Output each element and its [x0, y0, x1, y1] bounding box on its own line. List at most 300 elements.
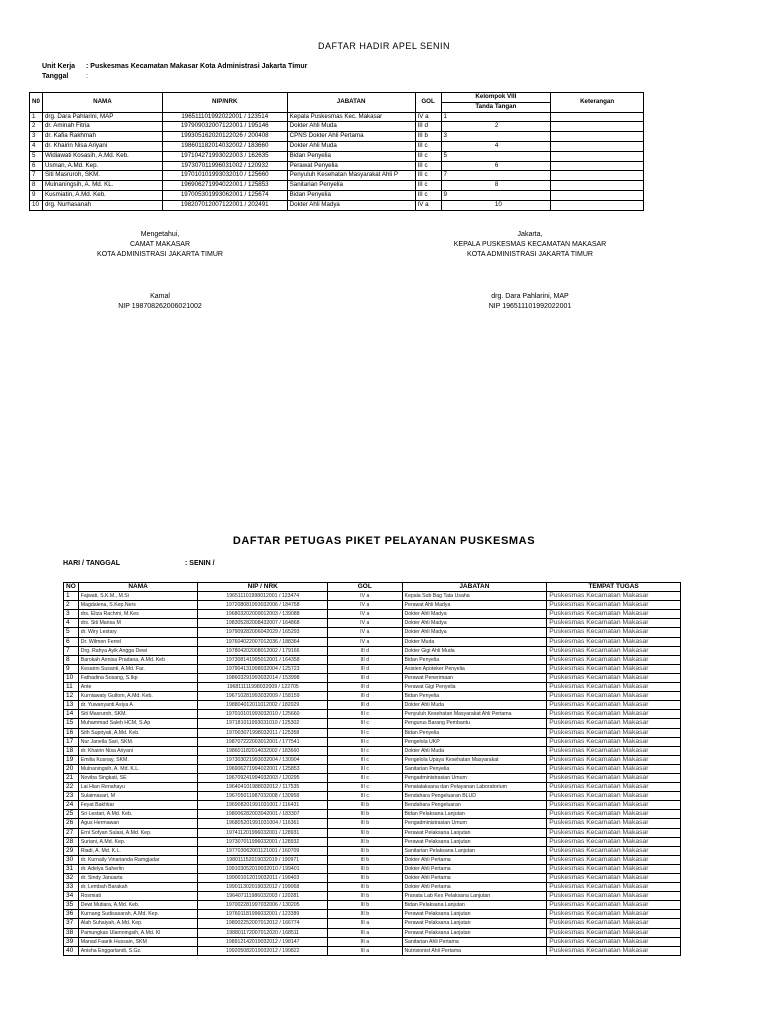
date-label: Tanggal — [42, 73, 69, 80]
roster-grade: III b — [328, 883, 403, 892]
roster-nip: 197307011996032001 / 128932 — [198, 837, 328, 846]
duty-roster-table-wrap — [63, 582, 681, 1024]
sig-right-line1: Jakarta, — [517, 231, 543, 238]
row-grade: III c — [415, 171, 441, 181]
attendance-row — [30, 181, 644, 191]
roster-place: Puskesmas Kecamatan Makasar — [547, 692, 681, 701]
roster-row — [64, 846, 681, 855]
roster-no: 18 — [64, 746, 79, 755]
row-notes — [551, 141, 644, 151]
roster-no: 8 — [64, 655, 79, 664]
row-signature-odd — [441, 181, 493, 191]
roster-grade: III b — [328, 819, 403, 828]
work-unit-label: Unit Kerja — [42, 63, 76, 70]
roster-place: Puskesmas Kecamatan Makasar — [547, 764, 681, 773]
row-name: Usman, A.Md. Kep. — [42, 161, 162, 171]
roster-nip: 198006282003042001 / 183307 — [198, 810, 328, 819]
roster-place: Puskesmas Kecamatan Makasar — [547, 846, 681, 855]
roster-nip: 197804202008012002 / 179166 — [198, 646, 328, 655]
roster-position: Pengelola UKP — [402, 737, 547, 746]
attendance-row — [30, 141, 644, 151]
roster-grade: III b — [328, 810, 403, 819]
row-notes — [551, 190, 644, 200]
row-grade: III c — [415, 181, 441, 191]
sig-right-name: drg. Dara Pahlarini, MAP — [491, 293, 569, 300]
roster-no: 5 — [64, 628, 79, 637]
roster-position: Sanitarian Penyelia — [402, 764, 547, 773]
roster-place: Puskesmas Kecamatan Makasar — [547, 628, 681, 637]
row-signature-even: 10 — [493, 200, 551, 210]
roster-nip: 197703062001121001 / 160709 — [198, 846, 328, 855]
sig-left-line2: CAMAT MAKASAR — [129, 241, 191, 248]
roster-position: Asisten Apoteker Penyelia — [402, 664, 547, 673]
roster-grade: III a — [328, 928, 403, 937]
roster-nip: 197411201996032001 / 128931 — [198, 828, 328, 837]
col-header-group: Kelompok VIII — [441, 93, 551, 103]
roster-row — [64, 819, 681, 828]
roster-no: 15 — [64, 719, 79, 728]
roster-grade: III b — [328, 864, 403, 873]
roster-position: Pranata Lab Kes Pelaksana Lanjutan — [402, 892, 547, 901]
roster-no: 27 — [64, 828, 79, 837]
roster-position: Dokter Muda — [402, 637, 547, 646]
roster-position: Dokter Ahli Muda — [402, 746, 547, 755]
roster-name: Rosmiati — [78, 892, 198, 901]
roster-row — [64, 746, 681, 755]
roster-place: Puskesmas Kecamatan Makasar — [547, 819, 681, 828]
roster-no: 37 — [64, 919, 79, 928]
roster-no: 23 — [64, 792, 79, 801]
row-name: Kusmiatin, A.Md. Keb. — [42, 190, 162, 200]
roster-name: dr. Kurnaily Vinarianda Ramgjadar — [78, 855, 198, 864]
roster-no: 32 — [64, 874, 79, 883]
roster-row — [64, 692, 681, 701]
row-position: Dokter Ahli Muda — [287, 122, 415, 132]
roster-position: Bendahara Pengeluaran BLUD — [402, 792, 547, 801]
roster-row — [64, 792, 681, 801]
roster-no: 36 — [64, 910, 79, 919]
roster-nip: 198603291993032014 / 153998 — [198, 673, 328, 682]
roster-place: Puskesmas Kecamatan Makasar — [547, 901, 681, 910]
roster-position: Dokter Ahli Muda — [402, 701, 547, 710]
roster-position: Perawat Pelaksana Lanjutan — [402, 928, 547, 937]
roster-position: Perawat Pelaksana Lanjutan — [402, 910, 547, 919]
row-nip: 197909032007122001 / 195146 — [162, 122, 287, 132]
roster-grade: III d — [328, 683, 403, 692]
roster-place: Puskesmas Kecamatan Makasar — [547, 855, 681, 864]
roster-position: Pengadministrasian Umum — [402, 819, 547, 828]
row-position: Dokter Ahli Madya — [287, 200, 415, 210]
row-grade: III d — [415, 122, 441, 132]
roster-name: Sith Supriyati, A.Md. Keb. — [78, 728, 198, 737]
attendance-row — [30, 132, 644, 142]
roster-place: Puskesmas Kecamatan Makasar — [547, 928, 681, 937]
roster-nip: 198601182014032002 / 183660 — [198, 746, 328, 755]
roster-name: Fajwati, S.K.M., M.Si — [78, 592, 198, 601]
roster-place: Puskesmas Kecamatan Makasar — [547, 746, 681, 755]
row-no: 3 — [30, 132, 43, 142]
roster-row — [64, 946, 681, 955]
row-name: drg. Dara Pahlarini, MAP — [42, 112, 162, 122]
roster-name: Emilia Kusnay, SKM. — [78, 755, 198, 764]
roster-position: Pengelola Upaya Kesehatan Masyarakat — [402, 755, 547, 764]
roster-no: 25 — [64, 810, 79, 819]
row-position: Perawat Penyelia — [287, 161, 415, 171]
roster-row — [64, 610, 681, 619]
roster-name: Kurniawaty Gultom, A.Md. Keb. — [78, 692, 198, 701]
roster-place: Puskesmas Kecamatan Makasar — [547, 728, 681, 737]
roster-name: dr. Adelya Saherlin — [78, 864, 198, 873]
row-grade: III c — [415, 141, 441, 151]
col-header-signature: Tanda Tangan — [441, 102, 551, 112]
row-signature-odd: 9 — [441, 190, 493, 200]
roster-place: Puskesmas Kecamatan Makasar — [547, 619, 681, 628]
roster-no: 13 — [64, 701, 79, 710]
day-value: : SENIN / — [185, 560, 215, 567]
row-name: dr. Khairin Nisa Ariyani — [42, 141, 162, 151]
roster-grade: III b — [328, 855, 403, 864]
roster-row — [64, 874, 681, 883]
row-signature-even: 4 — [493, 141, 551, 151]
roster-nip: 196803202009012003 / 139088 — [198, 610, 328, 619]
roster-row — [64, 883, 681, 892]
roster-nip: 196908201991031001 / 116431 — [198, 801, 328, 810]
roster-position: Perawat Pelaksana Lanjutan — [402, 828, 547, 837]
roster-place: Puskesmas Kecamatan Makasar — [547, 837, 681, 846]
roster-name: Kurnang Sudisasarah, A.Md. Kep. — [78, 910, 198, 919]
row-no: 10 — [30, 200, 43, 210]
roster-grade: III b — [328, 901, 403, 910]
roster-place: Puskesmas Kecamatan Makasar — [547, 792, 681, 801]
row-grade: III c — [415, 161, 441, 171]
roster-grade: III c — [328, 773, 403, 782]
roster-place: Puskesmas Kecamatan Makasar — [547, 783, 681, 792]
roster-place: Puskesmas Kecamatan Makasar — [547, 828, 681, 837]
row-signature-odd: 7 — [441, 171, 493, 181]
row-no: 9 — [30, 190, 43, 200]
sig-right-line3: KOTA ADMINISTRASI JAKARTA TIMUR — [467, 251, 593, 258]
row-name: dr. Aminah Fitria — [42, 122, 162, 132]
roster-no: 26 — [64, 819, 79, 828]
roster-name: Erni Sofyan Sulasi, A.Md. Kep. — [78, 828, 198, 837]
roster-no: 29 — [64, 846, 79, 855]
roster-nip: 198804012011012002 / 182029 — [198, 701, 328, 710]
roster-row — [64, 801, 681, 810]
roster-nip: 196906271994022001 / 125853 — [198, 764, 328, 773]
row-nip: 196906271994022001 / 125853 — [162, 181, 287, 191]
day-line — [63, 560, 215, 567]
roster-name: Dr. Wilmen Ferrel — [78, 637, 198, 646]
roster-row — [64, 637, 681, 646]
row-signature-even — [493, 151, 551, 161]
row-position: Kepala Puskesmas Kec. Makasar — [287, 112, 415, 122]
roster-position: Dokter Ahli Pertama — [402, 883, 547, 892]
roster-row — [64, 701, 681, 710]
sig-left-nip: NIP 198708262006021002 — [118, 303, 202, 310]
signature-right-name-block — [420, 292, 640, 312]
roster-row — [64, 855, 681, 864]
roster-name: Fathadina Sosang, S.Ikp — [78, 673, 198, 682]
roster-grade: III a — [328, 919, 403, 928]
roster-name: dr. Lembah Barakah — [78, 883, 198, 892]
row-nip: 196511101992022001 / 123514 — [162, 112, 287, 122]
row-grade: III b — [415, 132, 441, 142]
attendance-row — [30, 190, 644, 200]
attendance-row — [30, 171, 644, 181]
row-nip: 197307011996031002 / 120932 — [162, 161, 287, 171]
roster-grade: IV a — [328, 619, 403, 628]
roster-position: Perawat Gigi Penyelia — [402, 683, 547, 692]
roster-no: 9 — [64, 664, 79, 673]
work-unit-line — [42, 63, 307, 70]
roster-name: Nur Janella Sari, SKM. — [78, 737, 198, 746]
roster-name: Kesarini Susanti, A.Md. Far. — [78, 664, 198, 673]
row-no: 5 — [30, 151, 43, 161]
roster-place: Puskesmas Kecamatan Makasar — [547, 664, 681, 673]
roster-no: 40 — [64, 946, 79, 955]
roster-position: Bidan Penyelia — [402, 728, 547, 737]
col-header-no: N0 — [30, 93, 43, 113]
row-nip: 198207012007122001 / 202491 — [162, 200, 287, 210]
roster-name: dr. Sindy Januarta — [78, 874, 198, 883]
attendance-row — [30, 161, 644, 171]
roster-row — [64, 728, 681, 737]
row-name: Siti Masruroh, SKM. — [42, 171, 162, 181]
roster-row — [64, 773, 681, 782]
row-signature-odd — [441, 122, 493, 132]
roster-no: 39 — [64, 937, 79, 946]
roster-nip: 197303021993032004 / 130904 — [198, 755, 328, 764]
roster-grade: IV a — [328, 637, 403, 646]
roster-row — [64, 864, 681, 873]
roster-position: Bidan Pelaksana Lanjutan — [402, 901, 547, 910]
roster-position: Perawat Ahli Madya — [402, 601, 547, 610]
roster-no: 30 — [64, 855, 79, 864]
roster-grade: III b — [328, 910, 403, 919]
roster-place: Puskesmas Kecamatan Makasar — [547, 683, 681, 692]
roster-position: Penyuluh Kesehatan Masyarakat Ahli Pertama — [402, 710, 547, 719]
roster-place: Puskesmas Kecamatan Makasar — [547, 946, 681, 955]
duty-roster-table — [63, 582, 681, 956]
roster-name: Barokah Annisa Pradana, A.Md. Keb — [78, 655, 198, 664]
row-no: 8 — [30, 181, 43, 191]
row-nip: 199305162020122026 / 200408 — [162, 132, 287, 142]
row-nip: 197104271993022003 / 162635 — [162, 151, 287, 161]
row-no: 4 — [30, 141, 43, 151]
roster-row — [64, 901, 681, 910]
roster-no: 35 — [64, 901, 79, 910]
row-name: drg. Nurhasanah — [42, 200, 162, 210]
roster-nip: 197909282006042029 / 165293 — [198, 628, 328, 637]
t2-header-position: JABATAN — [402, 583, 547, 592]
roster-no: 10 — [64, 673, 79, 682]
roster-name: drs. Siti Marisa M — [78, 619, 198, 628]
roster-grade: III d — [328, 646, 403, 655]
roster-row — [64, 710, 681, 719]
roster-row — [64, 601, 681, 610]
col-header-position: JABATAN — [287, 93, 415, 113]
roster-position: Dokter Ahli Pertama — [402, 864, 547, 873]
roster-place: Puskesmas Kecamatan Makasar — [547, 773, 681, 782]
roster-grade: III b — [328, 801, 403, 810]
roster-no: 28 — [64, 837, 79, 846]
row-signature-odd — [441, 200, 493, 210]
roster-nip: 196709241994032003 / 120295 — [198, 773, 328, 782]
roster-place: Puskesmas Kecamatan Makasar — [547, 701, 681, 710]
roster-no: 14 — [64, 710, 79, 719]
roster-nip: 198002252007012012 / 166774 — [198, 919, 328, 928]
roster-no: 11 — [64, 683, 79, 692]
roster-row — [64, 628, 681, 637]
roster-name: Noviba Singkati, SE — [78, 773, 198, 782]
roster-grade: III b — [328, 892, 403, 901]
row-signature-odd: 5 — [441, 151, 493, 161]
row-name: Widiawati Kosasih, A.Md. Keb. — [42, 151, 162, 161]
row-signature-even — [493, 190, 551, 200]
roster-nip: 199011302019032012 / 199068 — [198, 883, 328, 892]
roster-nip: 198707222003012001 / 177541 — [198, 737, 328, 746]
roster-no: 12 — [64, 692, 79, 701]
roster-place: Puskesmas Kecamatan Makasar — [547, 673, 681, 682]
roster-row — [64, 764, 681, 773]
day-label: HARI / TANGGAL — [63, 560, 121, 567]
sig-left-line1: Mengetahui, — [140, 231, 180, 238]
row-notes — [551, 161, 644, 171]
roster-name: Mulnaningsih, A. Md. K.L. — [78, 764, 198, 773]
roster-place: Puskesmas Kecamatan Makasar — [547, 592, 681, 601]
row-no: 1 — [30, 112, 43, 122]
roster-position: Sanitarian Pelaksana Lanjutan — [402, 846, 547, 855]
row-position: Bidan Penyelia — [287, 190, 415, 200]
roster-nip: 196511101998012001 / 123474 — [198, 592, 328, 601]
signature-left-name-block — [60, 292, 260, 312]
roster-grade: III a — [328, 946, 403, 955]
duty-roster-title: DAFTAR PETUGAS PIKET PELAYANAN PUSKESMAS — [232, 535, 536, 547]
row-nip: 198601182014032002 / 183660 — [162, 141, 287, 151]
roster-row — [64, 673, 681, 682]
roster-row — [64, 664, 681, 673]
roster-grade: IV a — [328, 601, 403, 610]
attendance-row — [30, 112, 644, 122]
roster-row — [64, 783, 681, 792]
roster-grade: III c — [328, 783, 403, 792]
attendance-row — [30, 122, 644, 132]
roster-grade: III c — [328, 710, 403, 719]
roster-place: Puskesmas Kecamatan Makasar — [547, 646, 681, 655]
roster-position: Dokter Gigi Ahli Muda — [402, 646, 547, 655]
roster-name: dr. Wiry Lestary — [78, 628, 198, 637]
roster-name: Drg. Rahya Ayik Angga Dewi — [78, 646, 198, 655]
roster-row — [64, 755, 681, 764]
sig-left-line3: KOTA ADMINISTRASI JAKARTA TIMUR — [97, 251, 223, 258]
t2-header-no: NO — [64, 583, 79, 592]
roster-no: 22 — [64, 783, 79, 792]
row-signature-even — [493, 132, 551, 142]
roster-name: Agus Hermawan — [78, 819, 198, 828]
row-no: 6 — [30, 161, 43, 171]
roster-nip: 199103052019032010 / 199401 — [198, 864, 328, 873]
row-signature-even — [493, 112, 551, 122]
roster-nip: 196407111986032003 / 120281 — [198, 892, 328, 901]
roster-nip: 197604022007012036 / 188364 — [198, 637, 328, 646]
roster-position: Dokter Ahli Madya — [402, 610, 547, 619]
roster-name: Feyat Bakhtiar — [78, 801, 198, 810]
roster-grade: IV a — [328, 610, 403, 619]
roster-place: Puskesmas Kecamatan Makasar — [547, 910, 681, 919]
roster-no: 4 — [64, 619, 79, 628]
col-header-nip: NIP/NRK — [162, 93, 287, 113]
row-signature-odd — [441, 161, 493, 171]
roster-place: Puskesmas Kecamatan Makasar — [547, 655, 681, 664]
row-position: Dokter Ahli Muda — [287, 141, 415, 151]
attendance-row — [30, 151, 644, 161]
roster-nip: 197308141995012001 / 164358 — [198, 655, 328, 664]
roster-nip: 198011152019032019 / 190971 — [198, 855, 328, 864]
roster-position: Dokter Ahli Pertama — [402, 855, 547, 864]
roster-place: Puskesmas Kecamatan Makasar — [547, 610, 681, 619]
roster-grade: III d — [328, 701, 403, 710]
roster-name: Dewi Mutiara, A.Md. Keb. — [78, 901, 198, 910]
row-notes — [551, 200, 644, 210]
roster-nip: 199205082019032012 / 199822 — [198, 946, 328, 955]
roster-row — [64, 810, 681, 819]
roster-nip: 196404101988032012 / 117535 — [198, 783, 328, 792]
roster-place: Puskesmas Kecamatan Makasar — [547, 637, 681, 646]
roster-no: 21 — [64, 773, 79, 782]
row-signature-odd — [441, 141, 493, 151]
roster-place: Puskesmas Kecamatan Makasar — [547, 810, 681, 819]
roster-grade: III d — [328, 664, 403, 673]
roster-row — [64, 646, 681, 655]
roster-grade: III c — [328, 719, 403, 728]
roster-nip: 196710281993032009 / 158159 — [198, 692, 328, 701]
roster-nip: 197002281997032006 / 130205 — [198, 901, 328, 910]
row-position: CPNS Dokter Ahli Pertama — [287, 132, 415, 142]
roster-name: Magdalena, S.Kep.Ners — [78, 601, 198, 610]
date-value: : — [86, 73, 88, 80]
roster-grade: III d — [328, 673, 403, 682]
attendance-table — [29, 92, 644, 211]
row-position: Sanitarian Penyelia — [287, 181, 415, 191]
roster-position: Penatalaksana dan Pelayanan Laboratorium — [402, 783, 547, 792]
roster-position: Perawat Pelaksana Lanjutan — [402, 919, 547, 928]
row-notes — [551, 132, 644, 142]
roster-row — [64, 837, 681, 846]
roster-no: 34 — [64, 892, 79, 901]
roster-place: Puskesmas Kecamatan Makasar — [547, 919, 681, 928]
row-name: dr. Kafia Rakhmah — [42, 132, 162, 142]
roster-row — [64, 828, 681, 837]
roster-name: Sri Lestari, A.Md. Keb. — [78, 810, 198, 819]
roster-name: Lai Hian Renahayu — [78, 783, 198, 792]
roster-grade: III c — [328, 764, 403, 773]
roster-grade: III c — [328, 792, 403, 801]
roster-nip: 196811111998032009 / 122705 — [198, 683, 328, 692]
roster-name: Muhammad Saleh HCM, S.Ap — [78, 719, 198, 728]
roster-no: 6 — [64, 637, 79, 646]
roster-position: Dokter Ahli Madya — [402, 628, 547, 637]
roster-position: Perawat Pelaksana Lanjutan — [402, 837, 547, 846]
t2-header-grade: GOL — [328, 583, 403, 592]
roster-nip: 197010101993032010 / 125660 — [198, 710, 328, 719]
roster-row — [64, 719, 681, 728]
roster-grade: III d — [328, 692, 403, 701]
roster-nip: 197003071998032011 / 125358 — [198, 728, 328, 737]
col-header-grade: GOL — [415, 93, 441, 113]
roster-position: Sanitarian Ahli Pertama — [402, 937, 547, 946]
roster-position: Bendahara Pengeluaran — [402, 801, 547, 810]
col-header-notes: Keterangan — [551, 93, 644, 113]
